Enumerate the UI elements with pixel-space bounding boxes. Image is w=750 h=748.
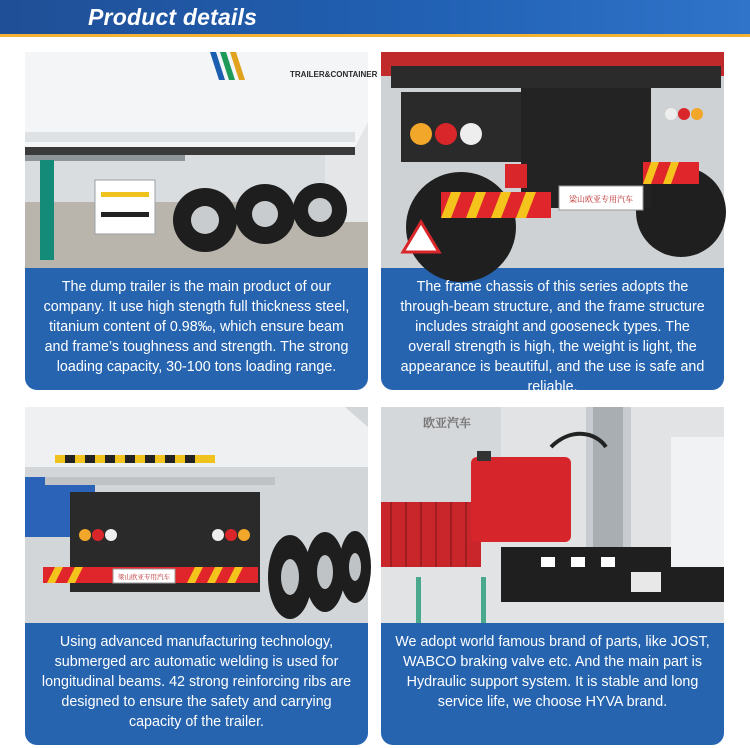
header-bar: [0, 0, 750, 37]
product-card-hydraulic: [381, 407, 724, 745]
rear-axle-photo: [25, 407, 368, 623]
product-card-frame-chassis: [381, 52, 724, 395]
product-card-welding: [25, 407, 368, 745]
card-description: We adopt world famous brand of parts, like JOST, WABCO braking valve etc. And the main part is Hydraulic support system. It is stable and long service life, we choose HYVA brand.: [395, 634, 710, 710]
trailer-side-text: TRAILER&CONTAINER: [290, 70, 378, 79]
card-description: Using advanced manufacturing technology, submerged arc automatic welding is used for longitudinal beams. 42 strong reinforcing ribs are designed to ensure the safety and carrying capacity of the trailer.: [41, 634, 352, 730]
plate-text: 梁山欧亚专用汽车: [569, 195, 633, 204]
card-description: The dump trailer is the main product of our company. It use high stength full thickness steel, titanium content of 0.98‰, which ensure beam and frame’s toughness and strength. The strong loading capacity, 30-100 tons loading range.: [43, 279, 350, 375]
building-sign: 欧亚汽车: [423, 416, 472, 430]
card-description: The frame chassis of this series adopts the through-beam structure, and the frame structure includes straight and gooseneck types. The overall strength is high, the weight is light, the appearance is beautiful, and the use is safe and reliable.: [400, 279, 705, 395]
hydraulic-system-photo: [381, 407, 724, 623]
product-card-dump-trailer: [25, 52, 378, 390]
dump-trailer-photo: [25, 52, 378, 268]
frame-chassis-photo: [381, 52, 724, 268]
page-title: Product details: [88, 4, 258, 30]
plate-text: 梁山欧亚专用汽车: [118, 573, 170, 581]
